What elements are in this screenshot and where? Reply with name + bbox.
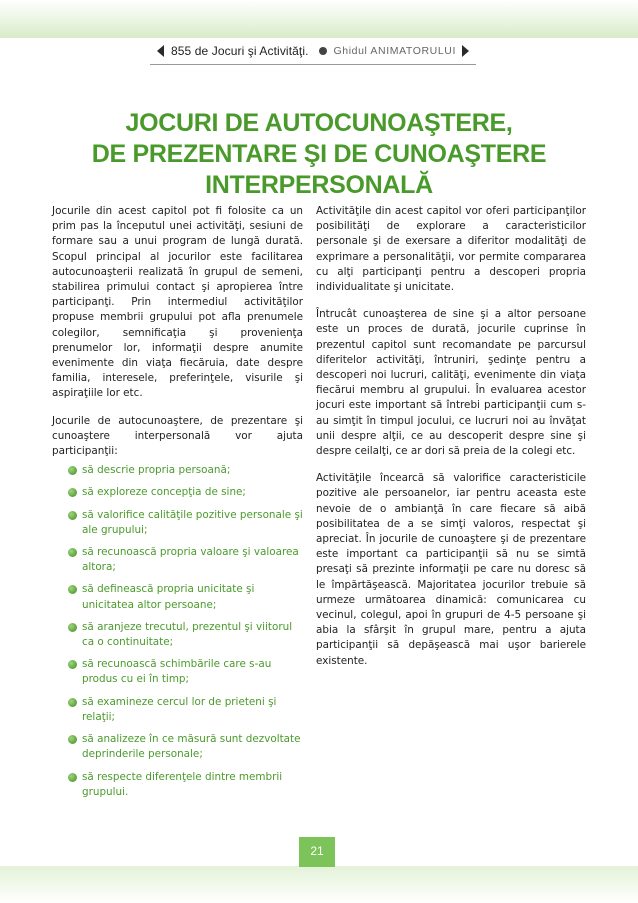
bottom-decor-band (0, 866, 638, 903)
list-item: să analizeze în ce măsură sunt dezvoltate deprinderile personale; (70, 732, 303, 762)
goals-intro-paragraph: Jocurile de autocunoaştere, de prezentare şi cunoaştere interpersonală vor ajuta participanţii: (52, 414, 303, 458)
header-guide-title: Ghidul ANIMATORULUI (333, 45, 456, 57)
triangle-right-icon (462, 45, 469, 57)
goals-list (52, 463, 303, 800)
list-item: să valorifice calităţile pozitive personale şi ale grupului; (70, 508, 303, 538)
intro-paragraph: Jocurile din acest capitol pot fi folosite ca un prim pas la începutul unei activităţi, sesiuni de formare sau a unui program de lungă durată. Scopul principal al jocurilor este facilitarea autocunoaşterii realizată în grupul de semeni, stabilirea primului contact şi apropierea între participanţi. Prin intermediul activităţilor propuse membrii grupului pot afla prenumele colegilor, semnificaţia şi provenienţa prenumelor lor, informaţii despre anumite evenimente din viaţa fiecăruia, date despre familia, interesele, preferinţele, visurile şi aspiraţiile lor etc. (52, 205, 303, 400)
left-column (52, 204, 303, 807)
green-bullet-icon (68, 623, 77, 632)
list-item: să recunoască propria valoare şi valoarea altora; (70, 545, 303, 575)
list-item: să definească propria unicitate şi unicitatea altor persoane; (70, 582, 303, 612)
green-bullet-icon (68, 488, 77, 497)
header-rule (150, 64, 476, 65)
chapter-title (0, 108, 638, 201)
title-line-3: INTERPERSONALĂ (205, 171, 433, 199)
green-bullet-icon (68, 660, 77, 669)
page-number: 21 (299, 837, 335, 867)
ambiance-paragraph: Activităţile încearcă să valorifice caracteristicile pozitive ale persoanelor, iar pentru aceasta este nevoie de o ambianţă în care fiecare să aibă posibilitatea de a se simţi valoros, respectat şi apreciat. În jocurile de cunoaştere şi de prezentare este important ca participanţii să nu se simtă presaţi să prezinte informaţii pe care nu doresc să le împărtăşească. Majoritatea jocurilor trebuie să urmeze următoarea dinamică: comunicarea cu vecinul, colegul, apoi în grupuri de 4-5 persoane şi abia la sfârşit în grupul mare, pentru a ajuta participanţii să depăşească mai uşor barierele existente. (316, 472, 586, 667)
green-bullet-icon (68, 735, 77, 744)
title-line-2: DE PREZENTARE ŞI DE CUNOAŞTERE (91, 140, 547, 168)
green-bullet-icon (68, 698, 77, 707)
list-item: să exploreze concepţia de sine; (70, 485, 303, 500)
green-bullet-icon (68, 511, 77, 520)
list-item: să descrie propria persoană; (70, 463, 303, 478)
title-line-1: JOCURI DE AUTOCUNOAŞTERE, (125, 109, 513, 137)
green-bullet-icon (68, 466, 77, 475)
list-item: să respecte diferenţele dintre membrii grupului. (70, 770, 303, 800)
list-item: să recunoască schimbările care s-au produs cu ei în timp; (70, 657, 303, 687)
list-item: să examineze cercul lor de prieteni şi relaţii; (70, 695, 303, 725)
green-bullet-icon (68, 773, 77, 782)
header-book-title: 855 de Jocuri şi Activităţi. (171, 44, 309, 58)
green-bullet-icon (68, 585, 77, 594)
activities-paragraph: Activităţile din acest capitol vor oferi participanţilor posibilităţi de explorare a caracteristicilor personale şi de exersare a diferitor modalităţi de exprimare a personalităţii, vor permite compararea cu alţi participanţi pentru a descoperi propria individualitate şi unicitate. (316, 205, 586, 294)
list-item: să aranjeze trecutul, prezentul şi viitorul ca o continuitate; (70, 620, 303, 650)
green-bullet-icon (68, 548, 77, 557)
running-header (150, 38, 476, 64)
top-decor-band (0, 0, 638, 38)
bullet-dot-icon (319, 47, 327, 55)
right-column (316, 204, 586, 681)
self-knowledge-paragraph: Întrucât cunoaşterea de sine şi a altor persoane este un proces de durată, jocurile cuprinse în prezentul capitol sunt recomandate pe parcursul diferitelor activităţi, întruniri, şedinţe pentru a descoperi noi lucruri, calităţi, evenimente din viaţa fiecărui membru al grupului. În evaluarea acestor jocuri este important să întrebi participanţii cum s-au simţit în timpul jocului, ce lucruri noi au învăţat unii despre alţii, ce au descoperit despre sine şi despre ceilalţi, ce ar dori să preia de la colegi etc. (316, 308, 586, 458)
triangle-left-icon (157, 45, 164, 57)
